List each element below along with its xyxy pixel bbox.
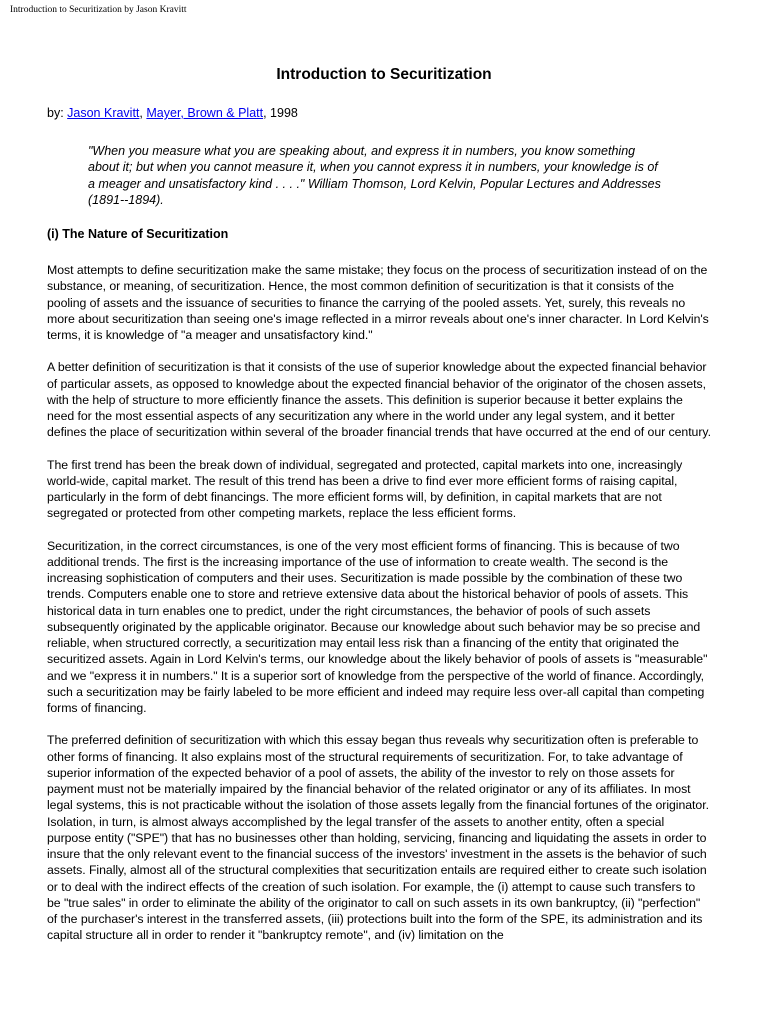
section-heading: (i) The Nature of Securitization [47, 227, 229, 241]
paragraph-3: The first trend has been the break down of individual, segregated and protected, capital markets into one, increasingly world-wide, capital market. The result of this trend has been a drive to find ever more efficient forms of raising capital, particularly in the form of debt financings. The more efficient forms will, by definition, in capital markets that are not segregated or protected from other competing markets, replace the less efficient forms. [47, 457, 683, 521]
byline-separator: , [139, 106, 147, 120]
paragraph-4: Securitization, in the correct circumstances, is one of the very most efficient forms of financing. This is because of two additional trends. The first is the increasing importance of the use of information to create wealth. The second is the increasing sophistication of computers and their uses. Securitization is made possible by the combination of these two trends. Computers enable one to store and retrieve extensive data about the historical behavior of pools of assets. This historical data in turn enables one to predict, under the right circumstances, the behavior of pools of such assets subsequently originated by the applicable originator. Because our knowledge about such behavior may be so precise and reliable, when structured correctly, a securitization may entail less risk than a financing of the entity that originated the securitized assets. Again in Lord Kelvin's terms, our knowledge about the likely behavior of pools of assets is "measurable" and we "express it in numbers." It is a superior sort of knowledge from the perspective of the world of finance. Accordingly, such a securitization may be fairly labeled to be more efficient and indeed may require less over-all capital than competing forms of financing. [47, 538, 708, 715]
paragraph-5: The preferred definition of securitization with which this essay began thus reveals why securitization often is preferable to other forms of financing. It also explains most of the structural requirements of securitization. For, to take advantage of superior information of the expected behavior of a pool of assets, the ability of the investor to rely on those assets for payment must not be materially impaired by the financial behavior of the related originator or any of its affiliates. In most legal systems, this is not practicable without the isolation of those assets legally from the financial fortunes of the originator. Isolation, in turn, is almost always accomplished by the legal transfer of the assets to another entity, often a special purpose entity ("SPE") that has no businesses other than holding, servicing, financing and liquidating the assets in order to insure that the only relevant event to the financial success of the investors' investment in the assets is the behavior of such assets. Finally, almost all of the structural complexities that securitization entails are required either to create such isolation or to deal with the indirect effects of the creation of such isolation. For example, the (i) attempt to cause such transfers to be "true sales" in order to eliminate the ability of the originator to call on such assets in its own bankruptcy, (ii) "perfection" of the purchaser's interest in the transferred assets, (iii) protections built into the form of the SPE, its administration and its capital structure all in order to render it "bankruptcy remote", and (iv) limitation on the [47, 733, 709, 943]
byline-year: , 1998 [263, 106, 298, 120]
paragraph-2: A better definition of securitization is that it consists of the use of superior knowledge about the expected financial behavior of particular assets, as opposed to knowledge about the expected financial behavior of the originator of the chosen assets, with the help of structure to more efficiently finance the assets. This definition is superior because it better explains the need for the most essential aspects of any securitization any where in the world under any legal system, and it better defines the place of securitization within several of the broader financial trends that have occurred at the end of our century. [47, 360, 711, 440]
author-link[interactable]: Jason Kravitt [67, 106, 140, 120]
firm-link[interactable]: Mayer, Brown & Platt [146, 106, 264, 120]
paragraph-1: Most attempts to define securitization make the same mistake; they focus on the process of securitization instead of on the substance, or meaning, of securitization. Hence, the most common definition of securitization is that it consists of the pooling of assets and the issuance of securities to finance the carrying of the pooled assets. Yet, surely, this reveals no more about securitization than seeing one's image reflected in a mirror reveals about one's inner character. In Lord Kelvin's terms, it is knowledge of "a meager and unsatisfactory kind." [47, 263, 709, 342]
running-header: Introduction to Securitization by Jason Kravitt [10, 5, 187, 15]
epigraph-quote: "When you measure what you are speaking about, and express it in numbers, you know something about it; but when you cannot measure it, when you cannot express it in numbers, your knowledge is of a meager and unsatisfactory kind . . . ." William Thomson, Lord Kelvin, Popular Lectures and Addresses (1891--1894). [88, 144, 661, 207]
byline-prefix: by: [47, 106, 68, 120]
page-title: Introduction to Securitization [276, 66, 492, 83]
byline [47, 106, 298, 120]
body-text [47, 262, 711, 960]
